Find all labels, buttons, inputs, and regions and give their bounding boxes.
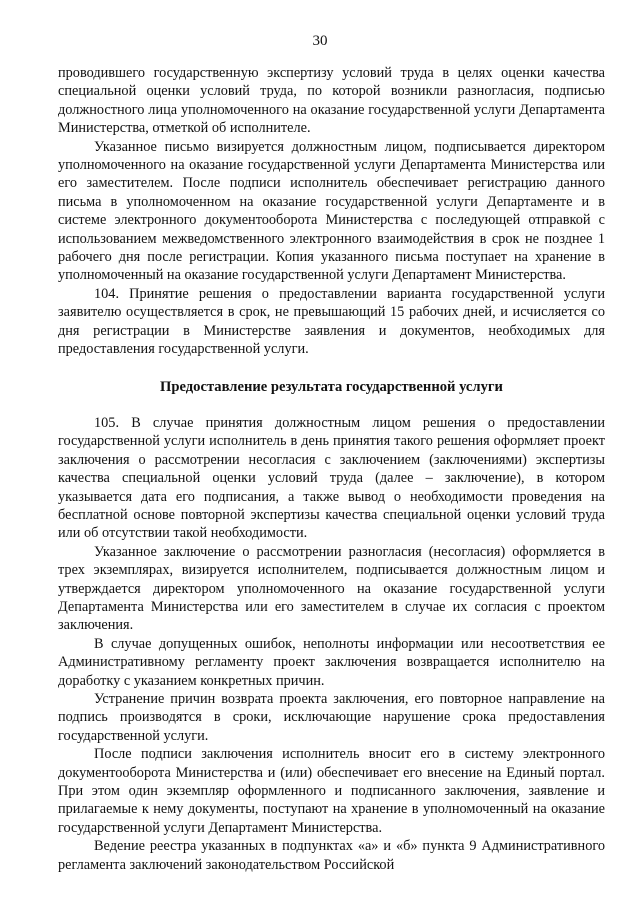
paragraph-expertise-signature: проводившего государственную экспертизу условий труда в целях оценки качества специальной оценки условий труда, по которой возникли разногласия, подписью должностного лица уполномоченного на оказание государственной услуги Департамента Министерства, отметкой об исполнителе. [58,65,605,137]
page-number: 30 [312,33,328,49]
paragraph-104: 104. Принятие решения о предоставлении варианта государственной услуги заявителю осуществляется в срок, не превышающий 15 рабочих дней, и исчисляется со дня регистрации в Министерстве заявления и документов, необходимых для предоставления государственной услуги. [58,285,605,358]
section-heading: Предоставление результата государственной услуги [160,378,503,395]
paragraph-letter-visa: Указанное письмо визируется должностным лицом, подписывается директором уполномоченного на оказание государственной услуги Департамента Министерства или его заместителем. После подписи исполнитель обеспечивает регистрацию данного письма в уполномоченном на оказание государственной услуги Департаменте и в системе электронного документооборота Министерства с последующей отправкой с использованием межведомственного электронного взаимодействия в срок не позднее 1 рабочего дня после регистрации. Копия указанного письма поступает на хранение в уполномоченный на оказание государственной услуги Департамент Министерства. [58,138,605,284]
paragraph-105: 105. В случае принятия должностным лицом решения о предоставлении государственной услуги исполнитель в день принятия такого решения оформляет проект заключения о рассмотрении несогласия с заключением (заключениями) экспертизы качества специальной оценки условий труда (далее – заключение), в котором указывается дата его подписания, а также вывод о необходимости проведения на бесплатной основе повторной экспертизы качества специальной оценки условий труда или об отсутствии такой необходимости. [58,414,605,542]
paragraph-registry: Ведение реестра указанных в подпунктах «а» и «б» пункта 9 Административного регламента заключений законодательством Российской [58,838,605,873]
paragraph-errors-return: В случае допущенных ошибок, неполноты информации или несоответствия ее Административному регламенту проект заключения возвращается исполнителю на доработку с указанием конкретных причин. [58,635,605,689]
document-body [58,64,605,874]
paragraph-edms-entry: После подписи заключения исполнитель вносит его в систему электронного документооборота Министерства и (или) обеспечивает его внесение на Единый портал. При этом один экземпляр оформленного и подписанного заключения, заявление и прилагаемые к нему документы, поступают на хранение в уполномоченный на оказание государственной услуги Департамент Министерства. [58,746,605,836]
paragraph-resubmission: Устранение причин возврата проекта заключения, его повторное направление на подпись производятся в сроки, исключающие нарушение срока предоставления государственной услуги. [58,691,605,744]
paragraph-conclusion-copies: Указанное заключение о рассмотрении разногласия (несогласия) оформляется в трех экземплярах, визируется исполнителем, подписывается должностным лицом и утверждается директором уполномоченного на оказание государственной услуги Департамента Министерства или его заместителем в случае их согласия с проектом заключения. [58,543,605,634]
